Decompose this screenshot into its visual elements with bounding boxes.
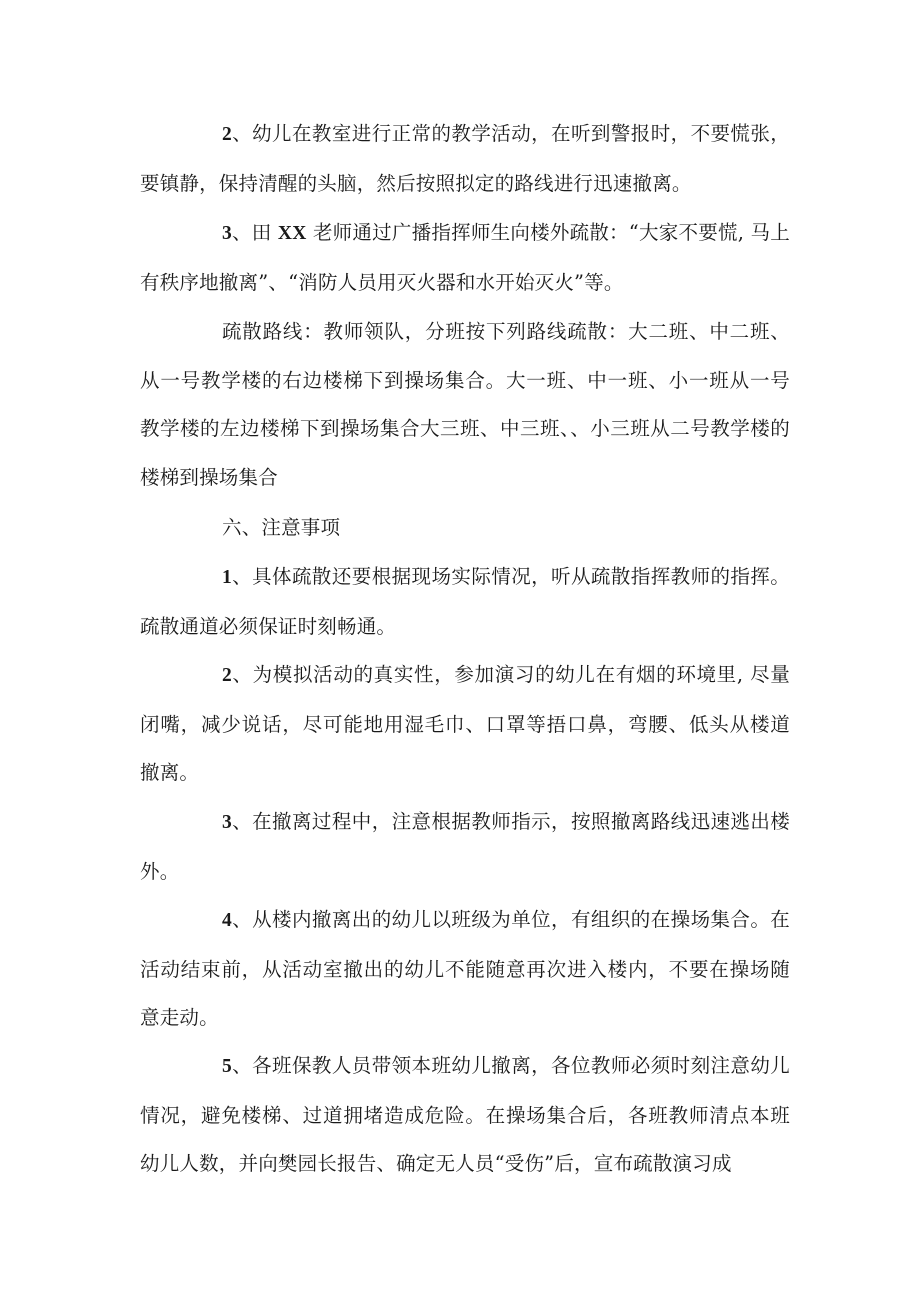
teacher-name: XX	[277, 223, 307, 244]
paragraph-text: 、从楼内撤离出的幼儿以班级为单位，有组织的在操场集合。在活动结束前，从活动室撤出的幼儿不能随意再次进入楼内，不要在操场随意走动。	[140, 908, 790, 1029]
paragraph-text: 、具体疏散还要根据现场实际情况，听从疏散指挥教师的指挥。疏散通道必须保证时刻畅通。	[140, 565, 790, 638]
heading-text: 六、注意事项	[222, 516, 341, 539]
paragraph-text: 、幼儿在教室进行正常的教学活动，在听到警报时，不要慌张，要镇静，保持清醒的头脑，然后按照拟定的路线进行迅速撤离。	[140, 122, 790, 195]
step-number: 4	[222, 910, 232, 931]
step-number: 3	[222, 812, 232, 833]
step-number: 2	[222, 665, 232, 686]
paragraph-text: 、为模拟活动的真实性，参加演习的幼儿在有烟的环境里, 尽量闭嘴，减少说话，尽可能地用湿毛巾、口罩等捂口鼻，弯腰、低头从楼道撤离。	[140, 663, 790, 784]
paragraph-note-4	[140, 896, 790, 1043]
step-number: 2	[222, 124, 232, 145]
paragraph-step-3	[140, 209, 790, 307]
paragraph-step-2	[140, 110, 790, 208]
paragraph-note-1	[140, 553, 790, 651]
step-number: 5	[222, 1056, 232, 1077]
section-heading-notes	[140, 504, 790, 553]
paragraph-note-2	[140, 651, 790, 798]
paragraph-text: 老师通过广播指挥师生向楼外疏散：“大家不要慌, 马上有秩序地撤离”、“消防人员用灭火器和水开始灭火”等。	[140, 221, 790, 294]
paragraph-note-5	[140, 1042, 790, 1189]
step-number: 3	[222, 223, 232, 244]
paragraph-note-3	[140, 798, 790, 896]
paragraph-evacuation-route	[140, 308, 790, 502]
paragraph-text: 疏散路线：教师领队，分班按下列路线疏散：大二班、中二班、从一号教学楼的右边楼梯下到操场集合。大一班、中一班、小一班从一号教学楼的左边楼梯下到操场集合大三班、中三班、、小三班从二号教学楼的楼梯到操场集合	[140, 320, 790, 489]
paragraph-text-pre: 、田	[231, 221, 278, 244]
step-number: 1	[222, 567, 232, 588]
paragraph-text: 、在撤离过程中，注意根据教师指示，按照撤离路线迅速逃出楼外。	[140, 810, 790, 883]
paragraph-text: 、各班保教人员带领本班幼儿撤离，各位教师必须时刻注意幼儿情况，避免楼梯、过道拥堵造成危险。在操场集合后，各班教师清点本班幼儿人数，并向樊园长报告、确定无人员“受伤”后，宣布疏散演习成	[140, 1054, 790, 1175]
